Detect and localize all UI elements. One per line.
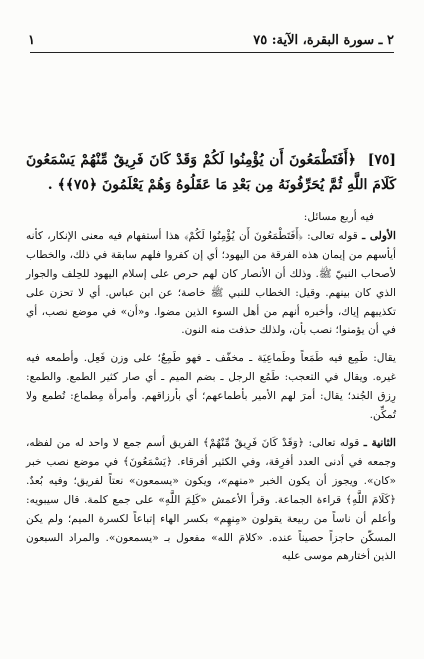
verse-text: ﴿أَفَتَطْمَعُونَ أَن يُؤْمِنُوا لَكُمْ وَقَدْ كَانَ فَرِيقٌ مِّنْهُمْ يَسْمَعُونَ كَلَامَ اللَّهِ ثُمَّ يُحَرِّفُونَهُ مِن بَعْدِ مَا عَقَلُوهُ وَهُمْ يَعْلَمُونَ ﴿٧٥﴾﴾ .: [26, 152, 396, 193]
verse-number: [٧٥]: [367, 152, 396, 168]
page-number: ١: [28, 32, 35, 48]
commentary-body: [26, 208, 396, 566]
running-title: ٢ ـ سورة البقرة، الآية: ٧٥: [253, 32, 394, 48]
issue-first-text: قوله تعالى: ﴿أَفَتَطْمَعُونَ أَن يُؤْمِنُوا لَكُمْ﴾ هذا أستفهام فيه معنى الإنكار، كأنه أيأسهم من إيمان هذه الفرقة من اليهود؛ أي إن كفروا فلهم سابقة في ذلك، والخطاب لأصحاب النبيّ ﷺ. وذلك أن الأنصار كان لهم حرص على إسلام اليهود للحِلف والجوار الذي كان بينهم. وقيل: الخطاب للنبي ﷺ خاصة؛ عن ابن عباس. أي لا تحزن على تكذيبهم إياك، وأخبره أنهم من أهل السوء الذين مضوا. و«أن» في موضع نصب، أي في أن يؤمنوا؛ نصب بأن، ولذلك حذفت منه النون.: [26, 229, 396, 337]
issue-second-label: الثانية ـ: [363, 436, 396, 449]
issue-first-label: الأولى ـ: [362, 229, 396, 242]
issue-first-paragraph: [26, 227, 396, 340]
intro-line: فيه أربع مسائل:: [303, 211, 374, 223]
tama-paragraph: يقال: طَمِع فيه طَمَعاً وطَماعِيَة ـ مخفّف ـ فهو طَمِعٌ؛ على وزن فَعِل. وأطمعه فيه غيره. ويقال في التعجب: طَمُع الرجل ـ بضم الميم ـ أي صار كثير الطمع. والطمع: رِزق الجُند؛ يقال: أمرَ لهم الأمير بأطماعهم؛ أي بأرزاقهم. وأمرأة مِطماع: تُطمع ولا تُمكِّن.: [26, 352, 396, 422]
quran-verse: [26, 148, 396, 198]
header-divider: [30, 52, 394, 53]
running-header: [28, 30, 394, 50]
issue-second-text: قوله تعالى: ﴿وَقَدْ كَانَ فَرِيقٌ مِّنْهُمْ﴾ الفريق أسم جمع لا واحد له من لفظه، وجمعه في أدنى العدد أفرِقة، وفي الكثير أفرقاء. ﴿يَسْمَعُونَ﴾ في موضع نصب خبر «كان». ويجوز أن يكون الخبر «منهم»، ويكون «يسمعون» نعتاً لفريق؛ وفيه بُعدٌ. ﴿كَلَامَ اللَّهِ﴾ قراءة الجماعة. وقرأ الأعمش «كَلِمَ اللَّهِ» على جمع كلمة. قال سيبويه: وأعلم أن ناساً من ربيعة يقولون «مِنهِم» بكسر الهاء إتباعاً لكسرة الميم؛ ولم يكن المسكّن حاجزاً حصيناً عنده. «كلامَ الله» مفعول بـ «يسمعون». والمراد السبعون الذين أختارهم موسى عليه: [26, 436, 396, 563]
issue-second-paragraph: [26, 434, 396, 566]
